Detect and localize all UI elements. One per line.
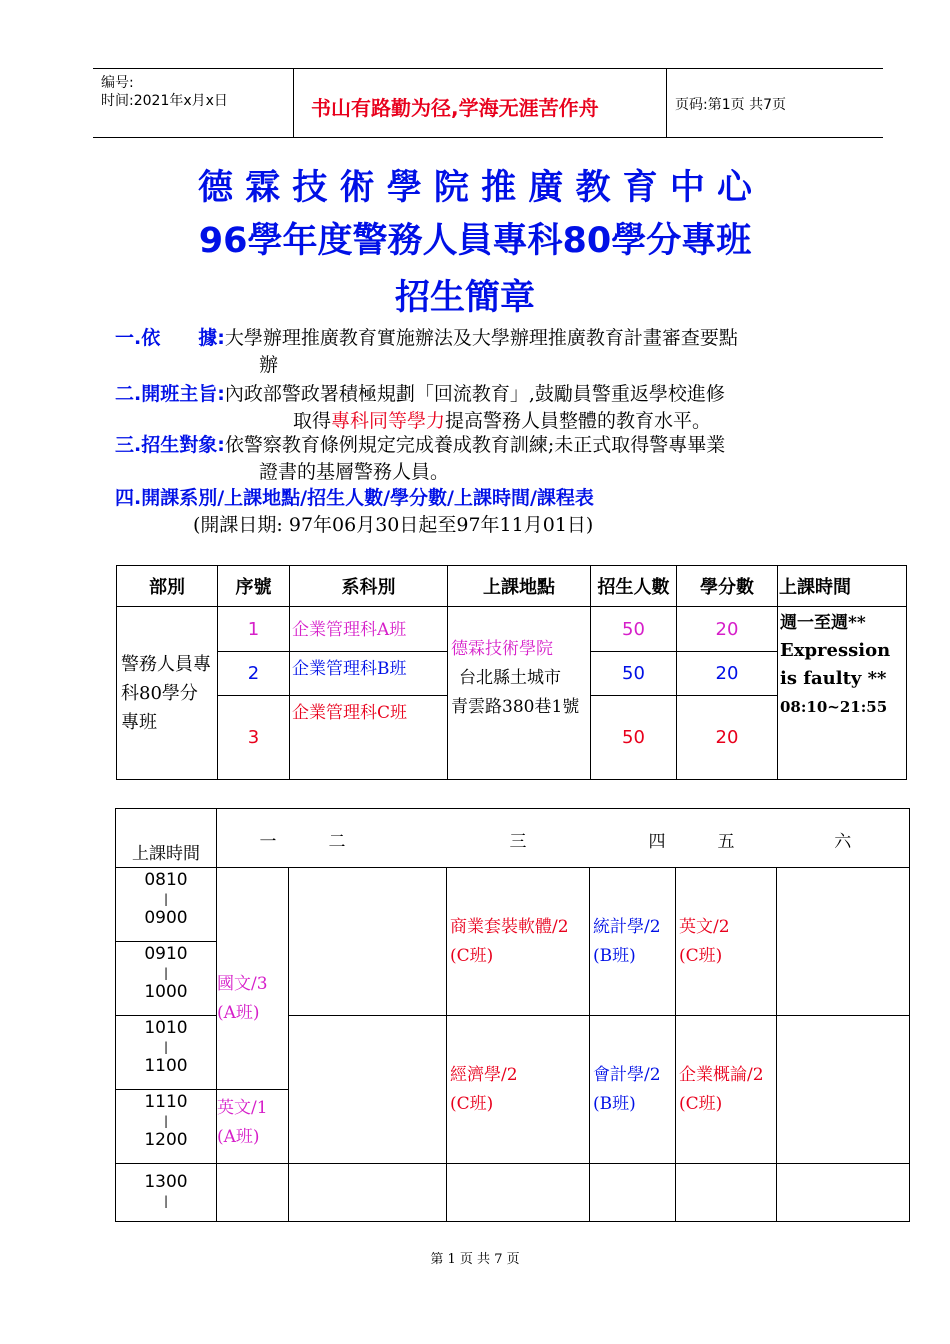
time-slot: 0910 | 1000 bbox=[116, 942, 217, 1016]
seat-count: 50 bbox=[591, 607, 677, 652]
section-purpose-label: 二.開班主旨: bbox=[115, 383, 225, 405]
motto: 书山有路勤为径,学海无涯苦作舟 bbox=[311, 96, 599, 120]
purpose-highlight: 專科同等學力 bbox=[331, 410, 446, 432]
course-class: (C班) bbox=[450, 945, 494, 966]
course-class: (B班) bbox=[593, 945, 636, 966]
time-slot: 1010 | 1100 bbox=[116, 1016, 217, 1090]
course-name: 商業套裝軟體/2 bbox=[450, 916, 569, 937]
day-header: 二 bbox=[289, 809, 447, 868]
section-purpose-text: 內政部警政署積極規劃「回流教育」,鼓勵員警重返學校進修 bbox=[224, 383, 725, 405]
day-header: 三 bbox=[447, 809, 590, 868]
empty-cell bbox=[217, 1164, 289, 1222]
course-class: (A班) bbox=[217, 1127, 260, 1147]
time-start: 1300 bbox=[144, 1172, 188, 1192]
schedule-header-row bbox=[116, 809, 910, 868]
col-header: 招生人數 bbox=[591, 566, 677, 607]
credit-count: 20 bbox=[677, 607, 778, 652]
purpose-text-c: 提高警務人員整體的教育水平。 bbox=[445, 410, 712, 432]
section-target bbox=[115, 432, 725, 459]
course-class: (C班) bbox=[679, 1093, 723, 1114]
empty-cell bbox=[289, 868, 447, 1016]
course-name: 國文/3 bbox=[217, 973, 268, 994]
division-cell: 警務人員專科80學分專班 bbox=[117, 607, 218, 780]
seat-count: 50 bbox=[591, 652, 677, 696]
col-header: 學分數 bbox=[677, 566, 778, 607]
course-cell bbox=[217, 1090, 289, 1164]
row-number: 1 bbox=[218, 607, 290, 652]
course-cell bbox=[217, 868, 289, 1090]
course-cell bbox=[447, 1016, 590, 1164]
day-header: 五 bbox=[676, 809, 777, 868]
time-slot: 1110 | 1200 bbox=[116, 1090, 217, 1164]
course-name: 會計學/2 bbox=[593, 1064, 661, 1085]
col-header: 序號 bbox=[218, 566, 290, 607]
dept-name: 企業管理科A班 bbox=[290, 607, 448, 652]
doc-time-label: 时间:2021年x月x日 bbox=[101, 93, 228, 109]
time-slot: 1300 | bbox=[116, 1164, 217, 1222]
col-header: 上課時間 bbox=[778, 566, 907, 607]
time-end: 1100 bbox=[144, 1056, 188, 1076]
program-table bbox=[116, 565, 907, 780]
location-address-2: 青雲路380巷1號 bbox=[451, 697, 580, 717]
col-header: 上課地點 bbox=[448, 566, 591, 607]
class-time-cell bbox=[778, 607, 907, 780]
header-divider bbox=[293, 69, 294, 137]
course-class: (C班) bbox=[679, 945, 723, 966]
section-courses bbox=[115, 485, 594, 512]
empty-cell bbox=[289, 1016, 447, 1164]
course-cell bbox=[676, 868, 777, 1016]
course-dates: (開課日期: 97年06月30日起至97年11月01日) bbox=[193, 514, 594, 536]
page-footer: 第 1 页 共 7 页 bbox=[430, 1252, 520, 1267]
empty-cell bbox=[447, 1164, 590, 1222]
empty-cell bbox=[590, 1164, 676, 1222]
course-name: 英文/2 bbox=[679, 916, 730, 937]
class-time-hours: 08:10~21:55 bbox=[780, 698, 888, 716]
course-cell bbox=[590, 868, 676, 1016]
seat-count: 50 bbox=[591, 696, 677, 780]
time-slot: 0810 | 0900 bbox=[116, 868, 217, 942]
course-cell bbox=[590, 1016, 676, 1164]
doc-id-label: 编号: bbox=[101, 75, 134, 91]
schedule-row bbox=[116, 868, 910, 942]
day-header: 一 bbox=[217, 809, 289, 868]
row-number: 3 bbox=[218, 696, 290, 780]
page-indicator: 页码:第1页 共7页 bbox=[675, 97, 786, 113]
corner-label: 上課時間 bbox=[116, 809, 217, 868]
empty-cell bbox=[777, 1164, 910, 1222]
course-class: (A班) bbox=[217, 1002, 260, 1023]
empty-cell bbox=[777, 1016, 910, 1164]
section-purpose-cont bbox=[293, 408, 711, 435]
class-time-days: 週一至週** bbox=[780, 613, 866, 633]
program-table-header bbox=[117, 566, 907, 607]
class-time-note: Expression is faulty ** bbox=[780, 640, 891, 689]
course-class: (B班) bbox=[593, 1093, 636, 1114]
section-basis bbox=[115, 325, 738, 352]
day-header: 六 bbox=[777, 809, 910, 868]
dept-name: 企業管理科C班 bbox=[290, 696, 448, 780]
day-header: 四 bbox=[590, 809, 676, 868]
course-name: 企業概論/2 bbox=[679, 1064, 764, 1085]
time-end: 0900 bbox=[144, 908, 188, 928]
col-header: 系科別 bbox=[290, 566, 448, 607]
time-start: 1110 bbox=[144, 1092, 188, 1112]
title-brochure: 招生簡章 bbox=[394, 278, 535, 318]
credit-count: 20 bbox=[677, 652, 778, 696]
section-basis-text: 大學辦理推廣教育實施辦法及大學辦理推廣教育計畫審查要點 bbox=[224, 327, 738, 349]
dept-name: 企業管理科B班 bbox=[290, 652, 448, 696]
location-address-1: 台北縣土城市 bbox=[459, 668, 561, 688]
section-basis-label: 一.依 據: bbox=[115, 327, 225, 349]
header-divider bbox=[666, 69, 667, 137]
section-target-cont: 證書的基層警務人員。 bbox=[259, 461, 450, 483]
time-start: 1010 bbox=[144, 1018, 188, 1038]
schedule-row bbox=[116, 1164, 910, 1222]
purpose-text-a: 取得 bbox=[293, 410, 332, 432]
section-basis-cont: 辦 bbox=[259, 354, 279, 376]
empty-cell bbox=[676, 1164, 777, 1222]
course-name: 統計學/2 bbox=[593, 916, 661, 937]
col-header: 部別 bbox=[117, 566, 218, 607]
section-target-text: 依警察教育條例規定完成養成教育訓練;未正式取得警專畢業 bbox=[224, 434, 726, 456]
document-header bbox=[93, 68, 883, 138]
time-start: 0810 bbox=[144, 870, 188, 890]
time-end: 1000 bbox=[144, 982, 188, 1002]
course-cell bbox=[676, 1016, 777, 1164]
empty-cell bbox=[289, 1164, 447, 1222]
row-number: 2 bbox=[218, 652, 290, 696]
location-cell bbox=[448, 607, 591, 780]
credit-count: 20 bbox=[677, 696, 778, 780]
title-program: 96學年度警務人員專科80學分專班 bbox=[198, 221, 752, 261]
schedule-table bbox=[115, 808, 910, 1222]
section-target-label: 三.招生對象: bbox=[115, 434, 225, 456]
table-row bbox=[117, 607, 907, 652]
empty-cell bbox=[777, 868, 910, 1016]
time-end: 1200 bbox=[144, 1130, 188, 1150]
course-name: 英文/1 bbox=[217, 1098, 268, 1118]
location-name: 德霖技術學院 bbox=[451, 639, 553, 659]
course-class: (C班) bbox=[450, 1093, 494, 1114]
course-name: 經濟學/2 bbox=[450, 1064, 518, 1085]
time-start: 0910 bbox=[144, 944, 188, 964]
section-purpose bbox=[115, 381, 725, 408]
section-courses-label: 四.開課系別/上課地點/招生人數/學分數/上課時間/課程表 bbox=[115, 487, 594, 509]
course-cell bbox=[447, 868, 590, 1016]
title-school: 德 霖 技 術 學 院 推 廣 教 育 中 心 bbox=[197, 168, 753, 208]
